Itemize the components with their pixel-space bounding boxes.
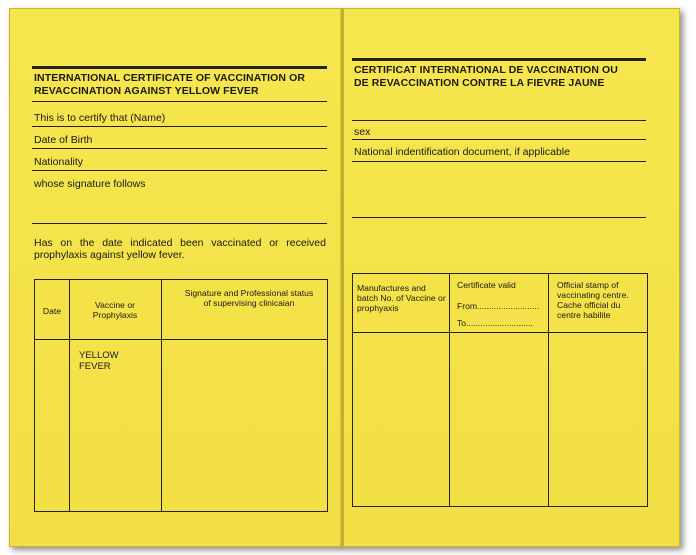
right-title-line1: CERTIFICAT INTERNATIONAL DE VACCINATION OU: [354, 64, 618, 76]
right-table-col-divider-2: [548, 274, 549, 507]
col-header-date: Date: [42, 306, 62, 316]
sex-field-line: [352, 139, 646, 140]
right-blank-line: [352, 217, 646, 218]
left-title-rule: [32, 66, 327, 69]
id-document-field-label: National indentification document, if applicable: [354, 146, 570, 158]
right-title: [354, 64, 654, 90]
dob-field-line: [32, 148, 327, 149]
right-vaccination-table: [352, 273, 648, 507]
right-title-underline: [352, 120, 646, 121]
valid-to-field: To............................: [457, 318, 533, 328]
certificate-booklet: [9, 8, 680, 547]
left-title-line1: INTERNATIONAL CERTIFICATE OF VACCINATION OR: [34, 72, 306, 84]
name-field-line: [32, 126, 327, 127]
left-title: [34, 72, 334, 98]
col-header-signature: Signature and Professional status of supervising clinicaian: [184, 288, 314, 308]
right-table-col-divider-1: [449, 274, 450, 507]
vaccination-statement: Has on the date indicated been vaccinated or received prophylaxis against yellow fever.: [34, 237, 326, 261]
signature-field-label: whose signature follows: [34, 178, 146, 190]
right-table-header-rule: [353, 332, 647, 333]
left-title-underline: [32, 101, 327, 102]
left-table-col-divider-2: [161, 280, 162, 512]
left-table-col-divider-1: [69, 280, 70, 512]
nationality-field-line: [32, 170, 327, 171]
right-title-rule: [352, 58, 646, 61]
dob-field-label: Date of Birth: [34, 134, 93, 146]
signature-field-line: [32, 223, 327, 224]
left-table-header-rule: [35, 339, 327, 340]
left-page: [10, 9, 342, 546]
name-field-label: This is to certify that (Name): [34, 112, 166, 124]
valid-from-field: From..........................: [457, 301, 540, 311]
left-title-line2: REVACCINATION AGAINST YELLOW FEVER: [34, 85, 259, 97]
left-vaccination-table: [34, 279, 328, 512]
id-document-field-line: [352, 161, 646, 162]
right-title-line2: DE REVACCINATION CONTRE LA FIEVRE JAUNE: [354, 77, 605, 89]
right-page: [344, 9, 679, 546]
vaccine-entry: YELLOW FEVER: [79, 350, 119, 372]
nationality-field-label: Nationality: [34, 156, 84, 168]
sex-field-label: sex: [354, 126, 371, 138]
col-header-certificate-valid: Certificate valid: [457, 280, 516, 290]
col-header-vaccine: Vaccine or Prophylaxis: [92, 300, 138, 320]
col-header-official-stamp: Official stamp of vaccinating centre. Cache official du centre habilite: [557, 280, 629, 320]
col-header-manufacturer: Manufactures and batch No. of Vaccine or prophyaxis: [357, 283, 446, 313]
